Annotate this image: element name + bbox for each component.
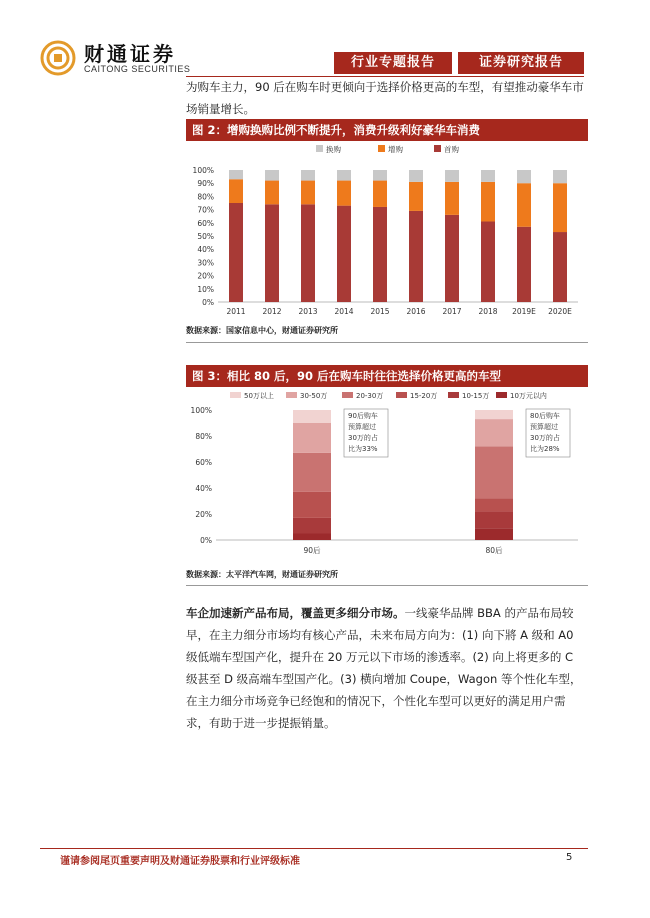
- y-tick-label: 80%: [197, 192, 214, 202]
- bar-segment: [409, 170, 423, 182]
- x-tick-label: 2019E: [512, 307, 536, 316]
- x-tick-label: 2015: [370, 307, 390, 316]
- callout-90s-text: 比为33%: [348, 445, 378, 453]
- bar-segment: [373, 207, 387, 302]
- callout-80s-text: 80后购车: [530, 412, 560, 420]
- x-tick-label: 2018: [478, 307, 498, 316]
- y-tick-label: 20%: [197, 271, 214, 281]
- y-tick-label: 30%: [197, 258, 214, 268]
- figure3-rule: [186, 585, 588, 586]
- bar-segment: [517, 170, 531, 183]
- legend-swatch: [230, 392, 241, 398]
- y-tick-label: 60%: [195, 458, 212, 467]
- y-tick-label: 40%: [197, 245, 214, 255]
- bar-segment: [373, 170, 387, 181]
- bar-segment: [301, 204, 315, 302]
- figure2-chart: [186, 142, 588, 324]
- y-tick-label: 40%: [195, 484, 212, 493]
- x-tick-label: 90后: [303, 546, 321, 555]
- bar-segment: [553, 232, 567, 302]
- research-report-tag: 证券研究报告: [458, 52, 584, 74]
- x-tick-label: 2011: [226, 307, 246, 316]
- brand-name-en: CAITONG SECURITIES: [84, 64, 191, 74]
- x-tick-label: 2014: [334, 307, 354, 316]
- bar-segment: [475, 511, 513, 528]
- bar-segment: [553, 183, 567, 232]
- callout-80s-text: 30万的占: [530, 434, 560, 442]
- bar-segment: [481, 182, 495, 222]
- bar-segment: [229, 170, 243, 179]
- report-type-tag: 行业专题报告: [334, 52, 452, 74]
- legend-swatch: [434, 145, 441, 152]
- bar-segment: [481, 170, 495, 182]
- y-tick-label: 20%: [195, 510, 212, 519]
- y-tick-label: 60%: [197, 218, 214, 228]
- body-rest: 一线豪华品牌 BBA 的产品布局较早，在主力细分市场均有核心产品，未来布局方向为：(1) 向下將 A 级和 A0 级低端车型国产化，提升在 20 万元以下市场的渗透率。(2) 向上将更多的 C 级甚至 D 级高端车型国产化。(3) 横向增加 Coupe，Wagon 等个性化车型，在主力细分市场竞争已经饱和的情况下，个性化车型可以更好的满足用户需求，有助于进一步提振销量。: [186, 606, 582, 730]
- bar-segment: [409, 211, 423, 302]
- bar-segment: [293, 534, 331, 541]
- bar-segment: [409, 182, 423, 211]
- legend-label: 首购: [444, 145, 459, 154]
- figure2-source: 数据来源：国家信息中心，财通证券研究所: [186, 326, 338, 335]
- callout-90s-text: 30万的占: [348, 434, 378, 442]
- body-paragraph: [186, 602, 588, 734]
- x-tick-label: 2013: [298, 307, 318, 316]
- callout-80s-text: 比为28%: [530, 445, 560, 453]
- bar-segment: [301, 181, 315, 205]
- x-tick-label: 80后: [485, 546, 503, 555]
- bar-segment: [481, 221, 495, 302]
- bar-segment: [293, 453, 331, 492]
- legend-label: 15-20万: [410, 392, 438, 400]
- legend-swatch: [342, 392, 353, 398]
- legend-label: 增购: [388, 145, 403, 154]
- bar-segment: [337, 181, 351, 206]
- bar-segment: [517, 183, 531, 227]
- y-tick-label: 90%: [197, 179, 214, 189]
- bar-segment: [517, 227, 531, 302]
- bar-segment: [445, 170, 459, 182]
- x-tick-label: 2016: [406, 307, 426, 316]
- y-tick-label: 100%: [190, 406, 212, 415]
- x-tick-label: 2017: [442, 307, 462, 316]
- legend-swatch: [448, 392, 459, 398]
- bar-segment: [337, 170, 351, 181]
- bar-segment: [475, 446, 513, 498]
- x-tick-label: 2020E: [548, 307, 572, 316]
- legend-label: 10万元以内: [510, 392, 547, 400]
- bar-segment: [293, 518, 331, 534]
- bar-segment: [373, 181, 387, 207]
- legend-swatch: [286, 392, 297, 398]
- bar-segment: [445, 215, 459, 302]
- bar-segment: [293, 423, 331, 453]
- bar-segment: [265, 204, 279, 302]
- legend-label: 换购: [326, 145, 341, 154]
- legend-label: 20-30万: [356, 392, 384, 400]
- legend-label: 30-50万: [300, 392, 328, 400]
- legend-label: 10-15万: [462, 392, 490, 400]
- brand-name: 财通证券: [84, 42, 176, 66]
- legend-label: 50万以上: [244, 392, 274, 400]
- bar-segment: [553, 170, 567, 183]
- y-tick-label: 100%: [192, 166, 214, 175]
- bar-segment: [229, 179, 243, 203]
- callout-90s-text: 90后购车: [348, 412, 378, 420]
- bar-segment: [475, 419, 513, 446]
- y-tick-label: 0%: [200, 536, 212, 545]
- footer-rule: [40, 848, 588, 849]
- bar-segment: [475, 498, 513, 511]
- bar-segment: [293, 492, 331, 518]
- figure3-title: 图 3：相比 80 后，90 后在购车时往往选择价格更高的车型: [186, 365, 588, 387]
- body-lead: 车企加速新产品布局，覆盖更多细分市场。: [186, 606, 405, 620]
- y-tick-label: 80%: [195, 432, 212, 441]
- intro-paragraph: 为购车主力，90 后在购车时更倾向于选择价格更高的车型，有望推动豪华车市场销量增长。: [186, 80, 584, 116]
- bar-segment: [265, 170, 279, 181]
- bar-segment: [445, 182, 459, 215]
- footer-disclaimer: 谨请参阅尾页重要声明及财通证券股票和行业评级标准: [60, 856, 300, 867]
- figure2-rule: [186, 342, 588, 343]
- legend-swatch: [316, 145, 323, 152]
- figure2-title: 图 2：增购换购比例不断提升，消费升级利好豪华车消费: [186, 119, 588, 141]
- bar-segment: [301, 170, 315, 181]
- bar-segment: [229, 203, 243, 302]
- legend-swatch: [378, 145, 385, 152]
- legend-swatch: [496, 392, 507, 398]
- callout-80s-text: 预算超过: [530, 423, 558, 431]
- bar-segment: [293, 410, 331, 423]
- y-tick-label: 0%: [202, 298, 214, 307]
- caitong-logo-icon: [40, 40, 76, 76]
- page-number: 5: [566, 852, 573, 863]
- figure3-source: 数据来源：太平洋汽车网，财通证券研究所: [186, 570, 338, 579]
- figure3-chart: [186, 388, 588, 568]
- bar-segment: [337, 206, 351, 302]
- y-tick-label: 50%: [197, 232, 214, 241]
- legend-swatch: [396, 392, 407, 398]
- y-tick-label: 70%: [197, 205, 214, 215]
- y-tick-label: 10%: [197, 284, 214, 294]
- callout-90s-text: 预算超过: [348, 423, 376, 431]
- x-tick-label: 2012: [262, 307, 282, 316]
- bar-segment: [475, 528, 513, 540]
- bar-segment: [265, 181, 279, 205]
- bar-segment: [475, 410, 513, 419]
